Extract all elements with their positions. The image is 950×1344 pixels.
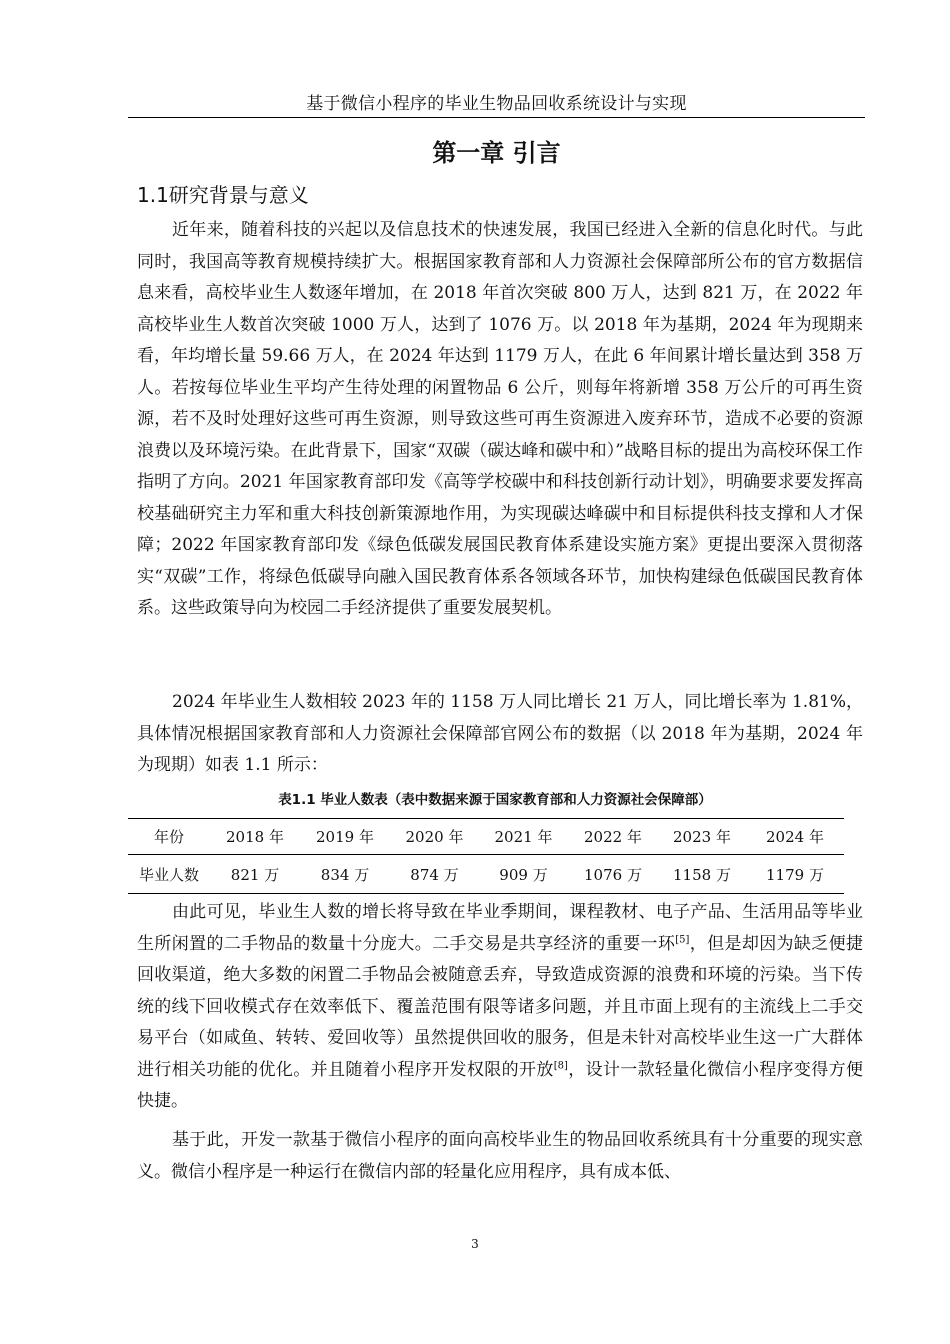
- running-header: 基于微信小程序的毕业生物品回收系统设计与实现: [306, 94, 687, 114]
- table-cell: 909 万: [499, 865, 548, 884]
- table-caption: 表1.1 毕业人数表（表中数据来源于国家教育部和人力资源社会保障部）: [278, 792, 712, 808]
- table-header-cell: 2021 年: [479, 819, 568, 855]
- citation-ref: [5]: [675, 933, 690, 945]
- table-header-cell: 2023 年: [658, 819, 746, 855]
- table-cell: 874 万: [410, 865, 459, 884]
- table-cell: 1076 万: [584, 865, 642, 884]
- graduates-table: [128, 818, 844, 894]
- paragraph-consequence: [137, 897, 863, 1118]
- chapter-title: 第一章 引言: [432, 139, 561, 167]
- table-cell: 821 万: [230, 865, 280, 884]
- table-cell: 1179 万: [766, 865, 824, 884]
- table-cell: 毕业人数: [138, 865, 199, 884]
- citation-ref: [8]: [553, 1059, 568, 1071]
- table-row: [128, 855, 844, 894]
- table-header-cell: 年份: [128, 819, 210, 855]
- table-header-cell: 2019 年: [300, 819, 390, 855]
- paragraph-growth: 2024 年毕业生人数相较 2023 年的 1158 万人同比增长 21 万人，同比增长率为 1.81%，具体情况根据国家教育部和人力资源社会保障部官网公布的数据（以 2018 年为基期，2024 年为现期）如表 1.1 所示：: [137, 692, 863, 775]
- paragraph-significance: 基于此，开发一款基于微信小程序的面向高校毕业生的物品回收系统具有十分重要的现实意义。微信小程序是一种运行在微信内部的轻量化应用程序，具有成本低、: [137, 1130, 863, 1182]
- table-header-cell: 2024 年: [746, 819, 844, 855]
- page-number: 3: [471, 1237, 479, 1251]
- table-header-row: [128, 819, 844, 855]
- section-title: 1.1研究背景与意义: [137, 183, 309, 207]
- table-header-cell: 2020 年: [390, 819, 479, 855]
- paragraph-text: ，但是却因为缺乏便捷回收渠道，绝大多数的闲置二手物品会被随意丢弃，导致造成资源的浪费和环境的污染。当下传统的线下回收模式存在效率低下、覆盖范围有限等诸多问题，并且市面上现有的主流线上二手交易平台（如咸鱼、转转、爱回收等）虽然提供回收的服务，但是未针对高校毕业生这一广大群体进行相关功能的优化。并且随着小程序开发权限的开放: [137, 933, 864, 1080]
- paragraph-text: ，设计一款轻量化微信小程序变得方便快捷。: [137, 1059, 864, 1111]
- table-cell: 1158 万: [673, 865, 731, 884]
- paragraph-text: 由此可见，毕业生人数的增长将导致在毕业季期间，课程教材、电子产品、生活用品等毕业生所闲置的二手物品的数量十分庞大。二手交易是共享经济的重要一环: [137, 902, 863, 954]
- paragraph-background: 近年来，随着科技的兴起以及信息技术的快速发展，我国已经进入全新的信息化时代。与此同时，我国高等教育规模持续扩大。根据国家教育部和人力资源社会保障部所公布的官方数据信息来看，高校毕业生人数逐年增加，在 2018 年首次突破 800 万人，达到 821 万，在 2022 年高校毕业生人数首次突破 1000 万人，达到了 1076 万。以 2018 年为基期，2024 年为现期来看，年均增长量 59.66 万人，在 2024 年达到 1179 万人，在此 6 年间累计增长量达到 358 万人。若按每位毕业生平均产生待处理的闲置物品 6 公斤，则每年将新增 358 万公斤的可再生资源，若不及时处理好这些可再生资源，则导致这些可再生资源进入废弃环节，造成不必要的资源浪费以及环境污染。在此背景下，国家“双碳（碳达峰和碳中和）”战略目标的提出为高校环保工作指明了方向。2021 年国家教育部印发《高等学校碳中和科技创新行动计划》，明确要求要发挥高校基础研究主力军和重大科技创新策源地作用，为实现碳达峰碳中和目标提供科技支撑和人才保障；2022 年国家教育部印发《绿色低碳发展国民教育体系建设实施方案》更提出要深入贯彻落实“双碳”工作，将绿色低碳导向融入国民教育体系各领域各环节，加快构建绿色低碳国民教育体系。这些政策导向为校园二手经济提供了重要发展契机。: [137, 220, 863, 618]
- table-cell: 834 万: [320, 865, 370, 884]
- header-rule: [128, 117, 865, 118]
- table-header-cell: 2022 年: [568, 819, 658, 855]
- table-header-cell: 2018 年: [210, 819, 300, 855]
